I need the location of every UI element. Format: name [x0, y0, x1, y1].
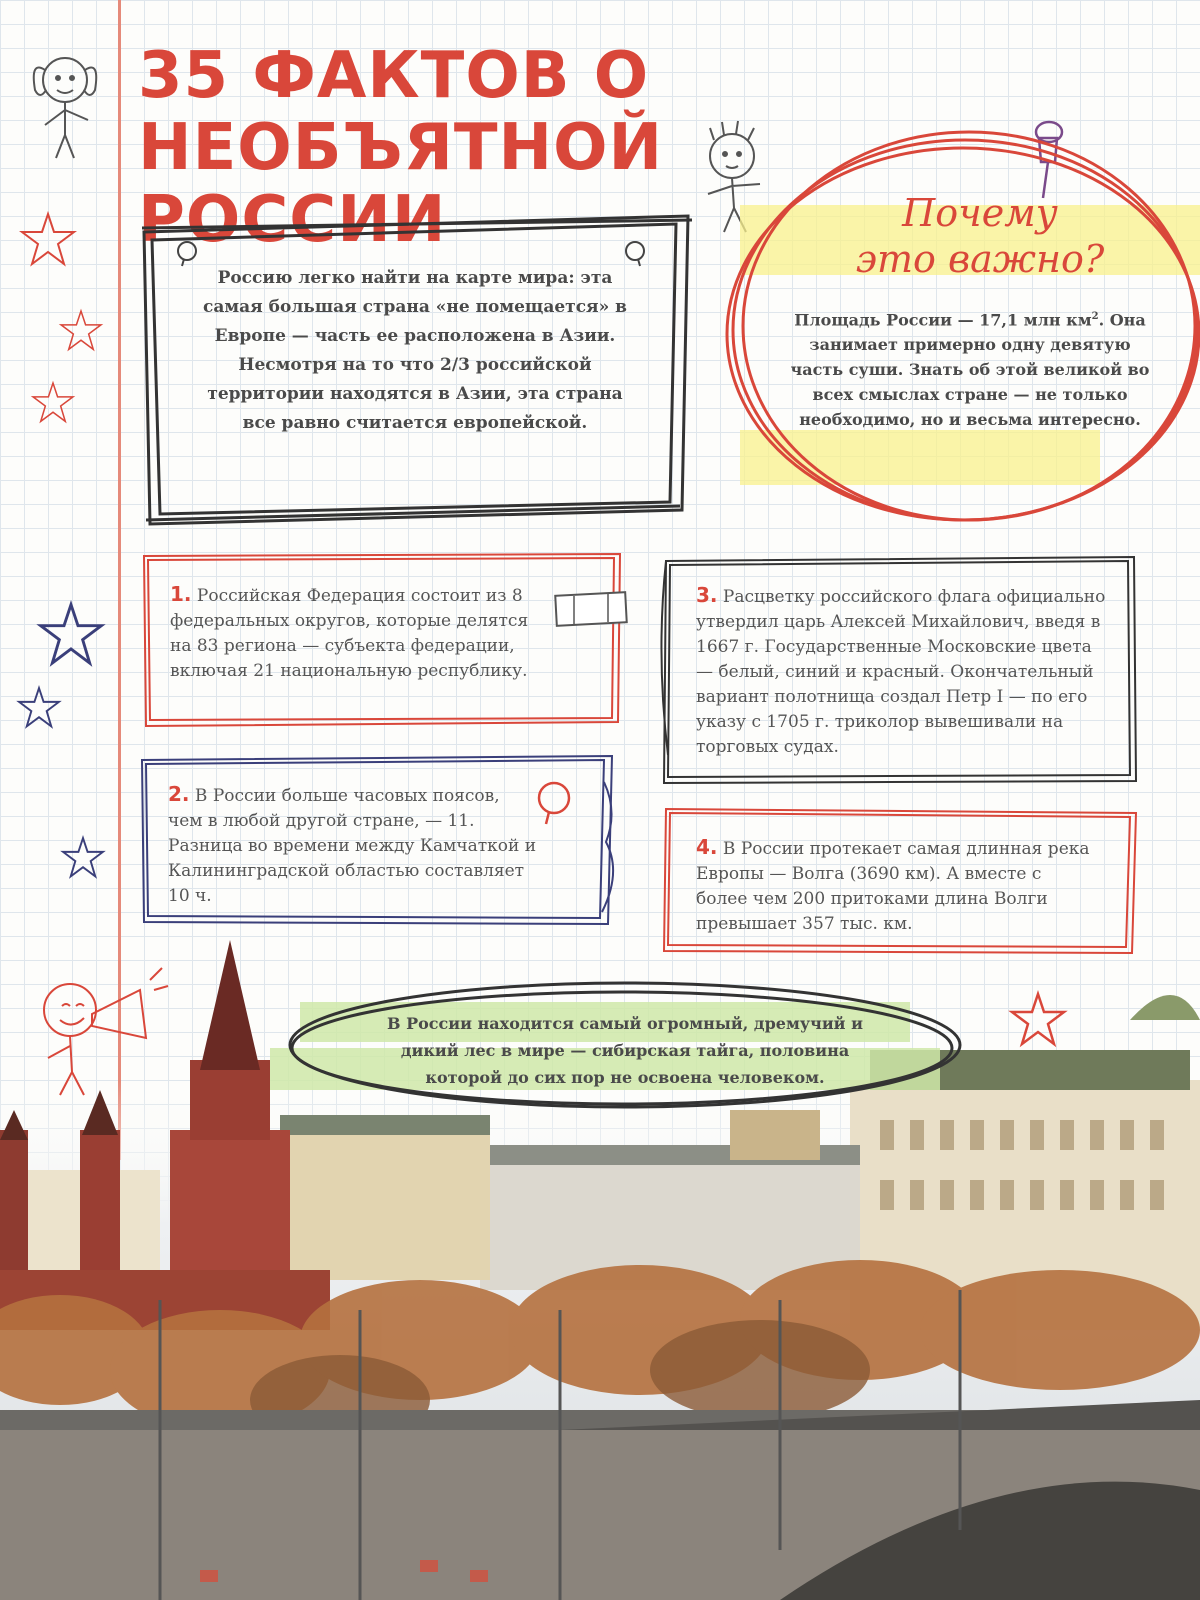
fact-text-1	[170, 582, 550, 684]
fact-body-2: В России больше часовых поясов, чем в любой другой стране, — 11. Разница во времени между Камчаткой и Калининградской областью составляет 10 ч.	[168, 786, 537, 906]
bandage-icon	[552, 588, 630, 630]
girl-doodle-icon	[20, 40, 110, 165]
important-text	[790, 304, 1150, 432]
fact-body-1: Российская Федерация состоит из 8 федеральных округов, которые делятся на 83 региона — субъекта федерации, включая 21 национальную республику.	[170, 586, 529, 681]
kid-doodle-icon	[20, 960, 170, 1100]
important-heading-line-1: Почему	[902, 191, 1058, 235]
important-heading-line-2: это важно?	[855, 237, 1105, 281]
fact-text-3	[696, 583, 1106, 760]
important-heading	[820, 190, 1140, 282]
star-doodle-icon	[58, 308, 104, 354]
star-doodle-icon	[1008, 990, 1068, 1050]
star-doodle-icon	[30, 380, 76, 426]
fact-text-2	[168, 782, 538, 909]
fact-number-4: 4.	[696, 835, 718, 859]
forest-text: В России находится самый огромный, дремучий и дикий лес в мире — сибирская тайга, половина которой до сих пор не освоена человеком.	[387, 1014, 863, 1087]
intro-box	[140, 210, 695, 528]
speech-bubble-icon	[534, 780, 574, 828]
star-doodle-icon	[60, 835, 106, 881]
fact-number-2: 2.	[168, 782, 190, 806]
megaphone-icon	[92, 968, 168, 1038]
important-text-part-1: Площадь России — 17,1 млн км	[794, 310, 1092, 330]
title-line-2: РОССИИ	[138, 183, 447, 257]
fact-number-1: 1.	[170, 582, 192, 606]
intro-text: Россию легко найти на карте мира: эта самая большая страна «не помещается» в Европе — часть ее расположена в Азии. Несмотря на то что 2/3 российской территории находятся в Азии, эта страна все равно считается европейской.	[203, 268, 627, 433]
fact-body-3: Расцветку российского флага официально утвердил царь Алексей Михайлович, введя в 1667 г. Государственные Московские цвета — белый, синий и красный. Окончательный вариант полотнища создал Петр I — по его указу с 1705 г. триколор вывешивали на торговых судах.	[696, 587, 1106, 757]
star-doodle-icon	[18, 210, 78, 270]
star-doodle-icon	[36, 600, 106, 670]
speech-bubble-icon	[174, 240, 200, 268]
important-text-superscript: 2	[1091, 311, 1099, 322]
star-doodle-icon	[16, 685, 62, 731]
important-text-part-2: . Она занимает примерно одну девятую часть суши. Знать об этой великой во всех смыслах стране — не только необходимо, но и весьма интересно.	[790, 310, 1150, 430]
fact-box-3	[660, 555, 1140, 787]
fact-box-2	[138, 752, 618, 930]
fact-number-3: 3.	[696, 583, 718, 607]
fact-box-1	[140, 550, 625, 730]
title-line-1: 35 ФАКТОВ О НЕОБЪЯТНОЙ	[138, 39, 664, 185]
fact-text-4	[696, 835, 1096, 937]
fact-body-4: В России протекает самая длинная река Европы — Волга (3690 км). А вместе с более чем 200 притоками длина Волги превышает 357 тыс. км.	[696, 839, 1090, 934]
